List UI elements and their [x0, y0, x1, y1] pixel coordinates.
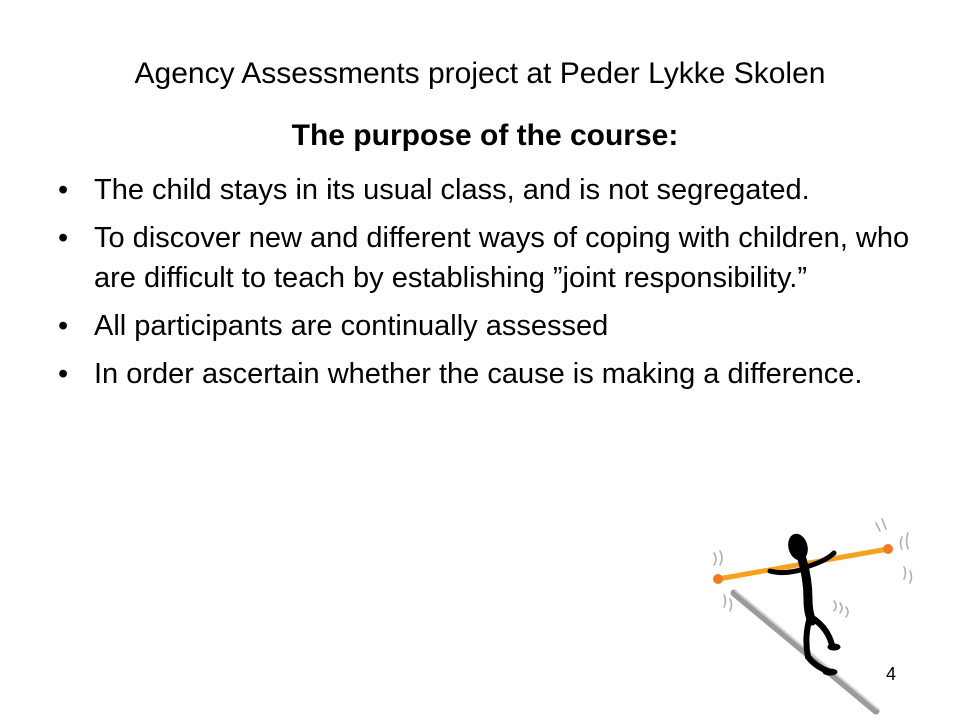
bullet-item [58, 170, 928, 210]
bullet-dot: • [58, 310, 69, 342]
bullet-text: All participants are continually assessed [94, 310, 609, 342]
slide-subtitle: The purpose of the course: [291, 119, 679, 152]
bullet-list [58, 170, 928, 402]
bullet-text: The child stays in its usual class, and is not segregated. [94, 174, 810, 206]
bullet-item [58, 218, 928, 298]
bullet-dot: • [58, 358, 69, 390]
stick-figure [770, 532, 840, 675]
slide-title: Agency Assessments project at Peder Lykke Skolen [134, 57, 826, 90]
bullet-item [58, 306, 928, 346]
bullet-dot: • [58, 222, 69, 254]
bullet-text: To discover new and different ways of coping with children, who are difficult to teach by establishing ”joint responsibility.” [94, 222, 910, 294]
bullet-dot: • [58, 174, 69, 206]
bullet-item [58, 354, 928, 394]
bullet-text: In order ascertain whether the cause is making a difference. [94, 358, 863, 390]
page-number: 4 [886, 664, 897, 684]
